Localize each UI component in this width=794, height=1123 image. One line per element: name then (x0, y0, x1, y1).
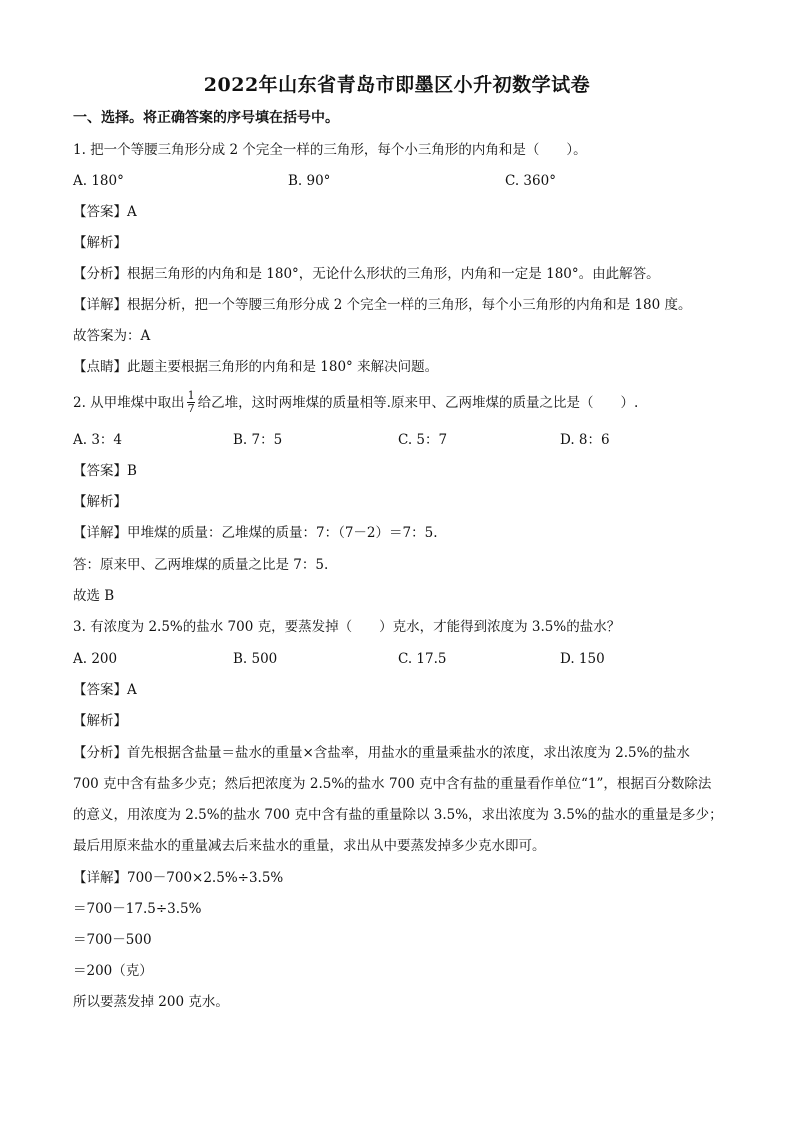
question-1-stem: 1. 把一个等腰三角形分成 2 个完全一样的三角形，每个小三角形的内角和是（ ）。 (73, 142, 587, 158)
q2-option-c: C. 5：7 (398, 432, 448, 448)
q3-jiexi-label: 【解析】 (73, 713, 127, 729)
q2-conclusion: 故选 B (73, 588, 115, 604)
q3-step-3: ＝200（克） (73, 963, 153, 979)
q2-stem-pre: 2. 从甲堆煤中取出 (73, 395, 185, 411)
section-heading: 一、选择。将正确答案的序号填在括号中。 (73, 110, 339, 126)
q3-answer: 【答案】A (73, 682, 137, 698)
q2-option-b: B. 7：5 (233, 432, 283, 448)
q2-fraction-numerator: 1 (187, 389, 195, 402)
q3-analysis-line-3: 的意义，用浓度为 2.5%的盐水 700 克中含有盐的重量除以 3.5%，求出浓度为 3.5%的盐水的重量是多少； (73, 807, 723, 823)
q1-remark: 【点睛】此题主要根据三角形的内角和是 180° 来解决问题。 (73, 359, 439, 375)
q2-detail: 【详解】甲堆煤的质量：乙堆煤的质量：7：（7－2）＝7：5. (73, 525, 438, 541)
q3-analysis-line-2: 700 克中含有盐多少克；然后把浓度为 2.5%的盐水 700 克中含有盐的重量看作单位“1”，根据百分数除法 (73, 776, 712, 792)
q2-stem-post: 给乙堆，这时两堆煤的质量相等.原来甲、乙两堆煤的质量之比是（ ）. (197, 395, 639, 411)
q3-option-c: C. 17.5 (398, 651, 447, 667)
q1-detail: 【详解】根据分析，把一个等腰三角形分成 2 个完全一样的三角形，每个小三角形的内角和是 180 度。 (73, 297, 692, 313)
q3-analysis-line-1: 【分析】首先根据含盐量＝盐水的重量×含盐率，用盐水的重量乘盐水的浓度，求出浓度为 2.5%的盐水 (73, 745, 690, 761)
q2-answer: 【答案】B (73, 463, 137, 479)
q1-answer: 【答案】A (73, 204, 137, 220)
q3-analysis-line-4: 最后用原来盐水的重量减去后来盐水的重量，求出从中要蒸发掉多少克水即可。 (73, 838, 546, 854)
question-3-stem: 3. 有浓度为 2.5%的盐水 700 克，要蒸发掉（ ）克水，才能得到浓度为 3.5%的盐水？ (73, 619, 621, 635)
q3-step-2: ＝700－500 (73, 932, 152, 948)
q1-analysis: 【分析】根据三角形的内角和是 180°，无论什么形状的三角形，内角和一定是 180°。由此解答。 (73, 266, 660, 282)
q2-jiexi-label: 【解析】 (73, 494, 127, 510)
q2-option-a: A. 3：4 (73, 432, 123, 448)
q1-option-c: C. 360° (505, 173, 556, 189)
q2-reply: 答：原来甲、乙两堆煤的质量之比是 7：5. (73, 557, 329, 573)
q3-detail: 【详解】700－700×2.5%÷3.5% (73, 870, 284, 886)
q1-option-b: B. 90° (288, 173, 331, 189)
q1-jiexi-label: 【解析】 (73, 235, 127, 251)
q3-option-a: A. 200 (73, 651, 118, 667)
question-2-stem (73, 391, 638, 416)
q3-option-d: D. 150 (560, 651, 605, 667)
q1-conclusion: 故答案为：A (73, 328, 151, 344)
q2-fraction-denominator: 7 (187, 402, 195, 415)
q3-conclusion: 所以要蒸发掉 200 克水。 (73, 994, 229, 1010)
q2-fraction (187, 390, 196, 415)
page-title: 2022年山东省青岛市即墨区小升初数学试卷 (203, 74, 591, 96)
q3-option-b: B. 500 (233, 651, 278, 667)
q3-step-1: ＝700－17.5÷3.5% (73, 901, 202, 917)
q1-option-a: A. 180° (73, 173, 124, 189)
q2-option-d: D. 8：6 (560, 432, 610, 448)
